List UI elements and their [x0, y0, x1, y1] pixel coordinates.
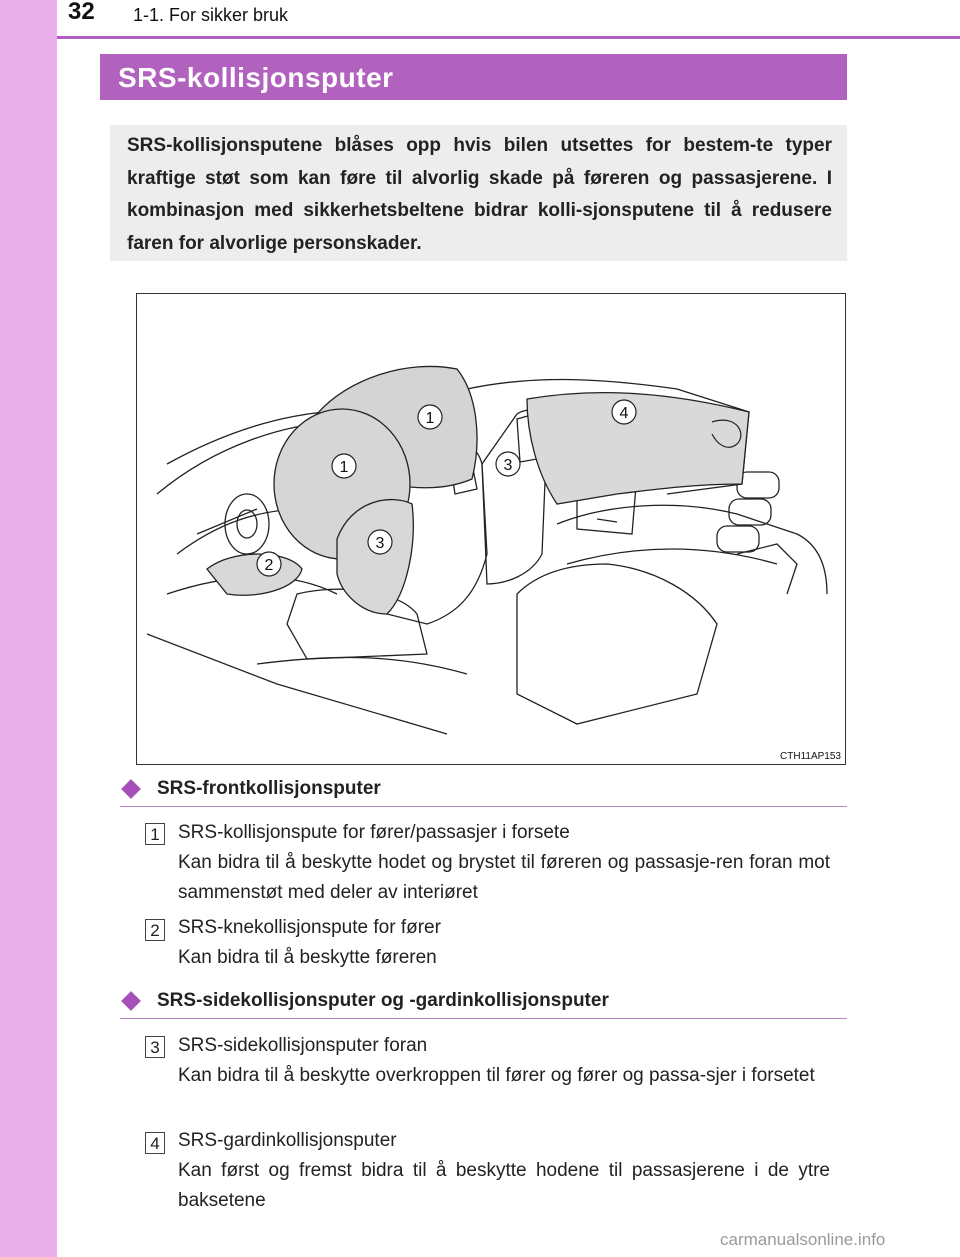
- car-interior-drawing: [137, 294, 845, 764]
- airbag-illustration: [136, 293, 846, 765]
- group-divider: [120, 1018, 847, 1019]
- callout-2: 2: [264, 557, 274, 574]
- callout-3-passenger: 3: [503, 457, 513, 474]
- callout-3-front: 3: [375, 535, 385, 552]
- item-number-box: 3: [145, 1036, 165, 1058]
- figure-code: CTH11AP153: [780, 751, 841, 762]
- item-description: Kan først og fremst bidra til å beskytte hodene til passasjerene i de ytre baksetene: [178, 1160, 830, 1211]
- section-title: SRS-kollisjonsputer: [118, 62, 394, 93]
- callout-4: 4: [619, 405, 629, 422]
- item-title: SRS-sidekollisjonsputer foran: [178, 1035, 428, 1056]
- diamond-bullet-icon: [121, 779, 141, 799]
- item-description: Kan bidra til å beskytte overkroppen til fører og fører og passa-sjer i forsetet: [178, 1065, 815, 1086]
- item-number-box: 2: [145, 919, 165, 941]
- group-divider: [120, 806, 847, 807]
- callout-1-passenger: 1: [425, 410, 435, 427]
- list-item: [178, 1031, 830, 1091]
- left-margin-band: [0, 0, 57, 1257]
- item-title: SRS-knekollisjonspute for fører: [178, 917, 441, 938]
- section-path: 1-1. For sikker bruk: [133, 5, 289, 25]
- item-description: Kan bidra til å beskytte føreren: [178, 947, 437, 968]
- list-item: [178, 913, 830, 973]
- item-number-box: 1: [145, 823, 165, 845]
- group-heading-front: SRS-frontkollisjonsputer: [157, 778, 381, 799]
- intro-text: SRS-kollisjonsputene blåses opp hvis bilen utsettes for bestem-te typer kraftige støt som kan føre til alvorlig skade på føreren og passasjerene. I kombinasjon med sikkerhetsbeltene bidrar kolli-sjonsputene til å redusere faren for alvorlige personskader.: [127, 135, 832, 254]
- item-number-box: 4: [145, 1132, 165, 1154]
- header-divider: [57, 36, 960, 39]
- watermark: carmanualsonline.info: [720, 1230, 886, 1249]
- list-item: [178, 1126, 830, 1216]
- item-title: SRS-gardinkollisjonsputer: [178, 1130, 397, 1151]
- list-item: [178, 818, 830, 908]
- callout-1-driver: 1: [339, 459, 349, 476]
- item-title: SRS-kollisjonspute for fører/passasjer i forsete: [178, 822, 570, 843]
- group-heading-side: SRS-sidekollisjonsputer og -gardinkollisjonsputer: [157, 990, 609, 1011]
- item-description: Kan bidra til å beskytte hodet og brystet til føreren og passasje-ren foran mot sammenstøt med deler av interiøret: [178, 852, 830, 903]
- diamond-bullet-icon: [121, 991, 141, 1011]
- page-number: 32: [68, 0, 95, 25]
